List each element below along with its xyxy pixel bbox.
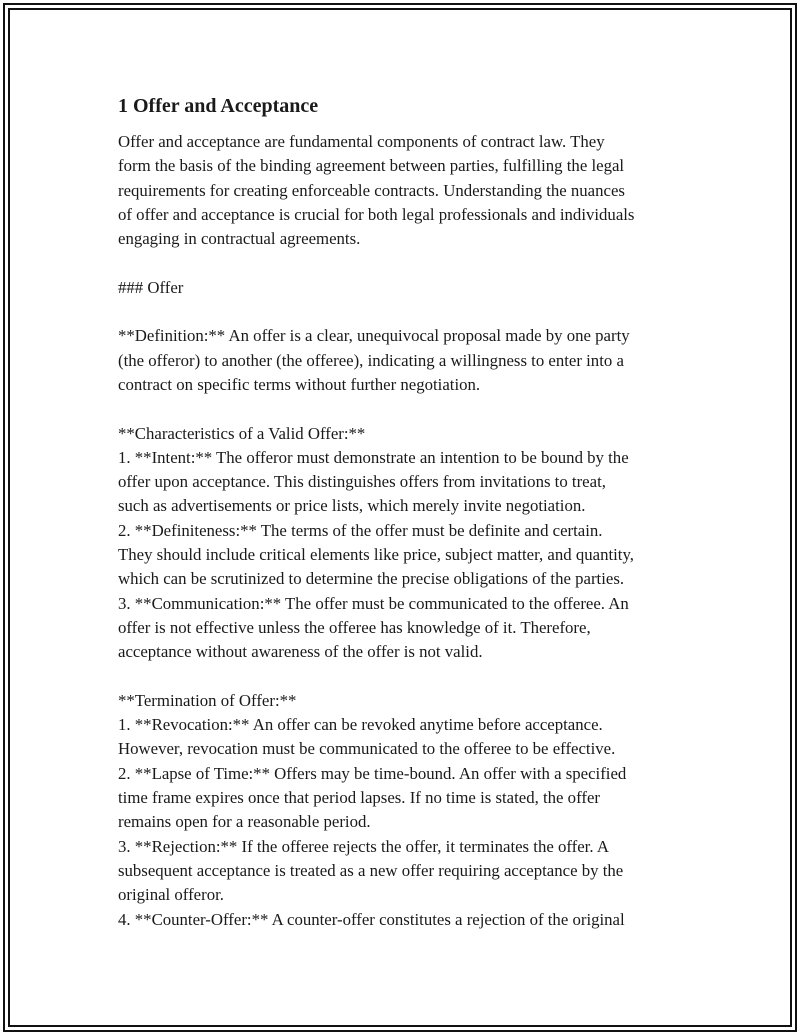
paragraph-gap bbox=[118, 397, 698, 421]
text-line: such as advertisements or price lists, which merely invite negotiation. bbox=[118, 496, 586, 516]
text-line: offer upon acceptance. This distinguishes offers from invitations to treat, bbox=[118, 472, 606, 492]
text-line: which can be scrutinized to determine the precise obligations of the parties. bbox=[118, 569, 625, 589]
text-line: acceptance without awareness of the offer is not valid. bbox=[118, 642, 483, 662]
text-line: time frame expires once that period lapses. If no time is stated, the offer bbox=[118, 788, 600, 808]
text-line: They should include critical elements like price, subject matter, and quantity, bbox=[118, 545, 634, 565]
text-line: 2. **Lapse of Time:** Offers may be time-bound. An offer with a specified bbox=[118, 763, 627, 783]
paragraph-gap bbox=[118, 300, 698, 324]
text-line: subsequent acceptance is treated as a new offer requiring acceptance by the bbox=[118, 860, 624, 880]
text-line: However, revocation must be communicated to the offeree to be effective. bbox=[118, 739, 616, 759]
paragraph-gap bbox=[118, 251, 698, 275]
text-line: **Definition:** An offer is a clear, unequivocal proposal made by one party bbox=[118, 326, 630, 346]
text-line: 3. **Rejection:** If the offeree rejects the offer, it terminates the offer. A bbox=[118, 836, 609, 856]
text-line: 1. **Revocation:** An offer can be revoked anytime before acceptance. bbox=[118, 715, 603, 735]
text-line: **Characteristics of a Valid Offer:** bbox=[118, 423, 366, 443]
termination-paragraph bbox=[118, 689, 698, 932]
text-line: remains open for a reasonable period. bbox=[118, 812, 371, 832]
paragraph-gap bbox=[118, 665, 698, 689]
text-line: of offer and acceptance is crucial for both legal professionals and individuals bbox=[118, 204, 635, 224]
characteristics-paragraph bbox=[118, 422, 698, 665]
definition-paragraph bbox=[118, 324, 698, 397]
text-line: contract on specific terms without further negotiation. bbox=[118, 374, 481, 394]
text-line: requirements for creating enforceable contracts. Understanding the nuances bbox=[118, 180, 625, 200]
intro-paragraph bbox=[118, 130, 698, 251]
document-body bbox=[118, 93, 698, 932]
text-line: offer is not effective unless the offeree has knowledge of it. Therefore, bbox=[118, 617, 591, 637]
text-line: 1. **Intent:** The offeror must demonstrate an intention to be bound by the bbox=[118, 447, 629, 467]
text-line: engaging in contractual agreements. bbox=[118, 229, 361, 249]
text-line: original offeror. bbox=[118, 885, 224, 905]
text-line: 2. **Definiteness:** The terms of the offer must be definite and certain. bbox=[118, 520, 603, 540]
text-line: Offer and acceptance are fundamental components of contract law. They bbox=[118, 132, 605, 151]
text-line: 4. **Counter-Offer:** A counter-offer constitutes a rejection of the original bbox=[118, 909, 625, 929]
text-line: form the basis of the binding agreement between parties, fulfilling the legal bbox=[118, 156, 625, 176]
text-line: 3. **Communication:** The offer must be communicated to the offeree. An bbox=[118, 593, 629, 613]
text-line: **Termination of Offer:** bbox=[118, 690, 297, 710]
offer-subheading bbox=[118, 276, 698, 300]
text-line: ### Offer bbox=[118, 277, 184, 297]
section-heading: 1 Offer and Acceptance bbox=[118, 95, 319, 117]
text-line: (the offeror) to another (the offeree), indicating a willingness to enter into a bbox=[118, 350, 624, 370]
